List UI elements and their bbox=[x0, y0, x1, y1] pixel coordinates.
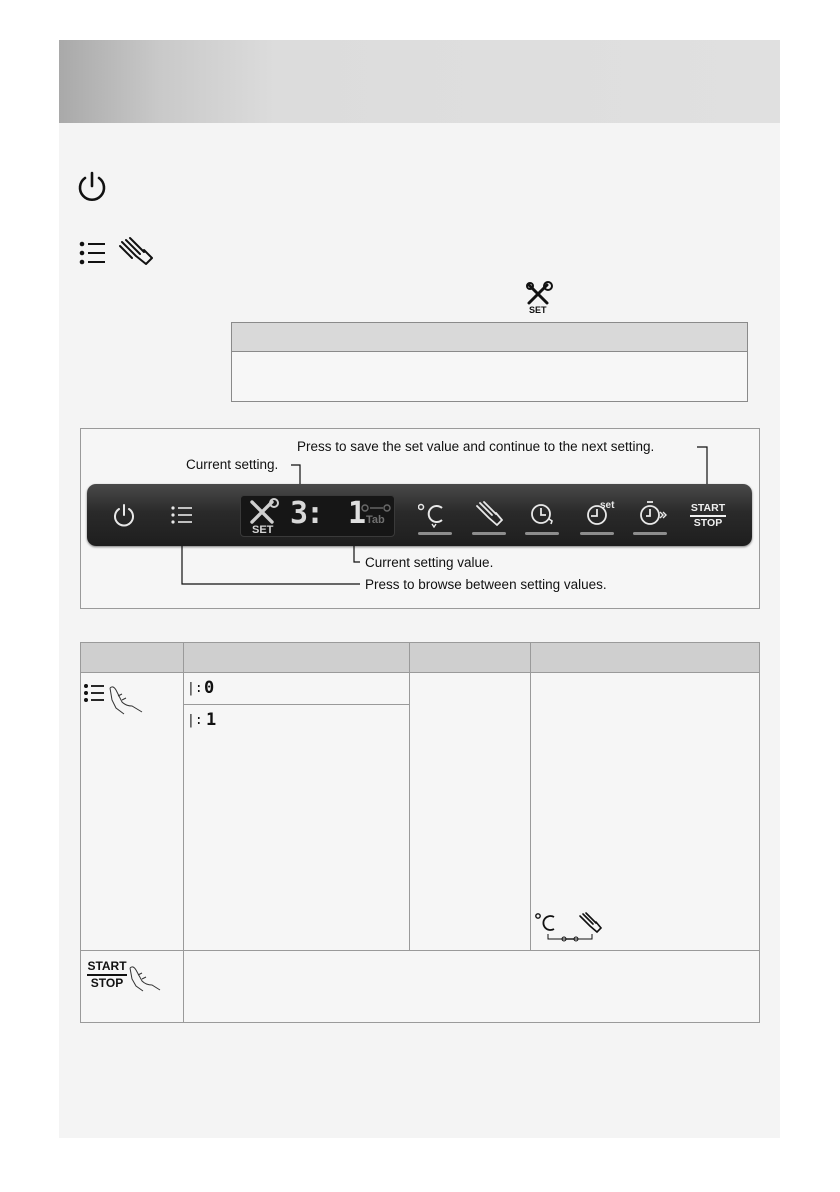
callout-save-setting: Press to save the set value and continue to the next setting. bbox=[297, 439, 655, 454]
display-value-digit: 1 bbox=[348, 496, 367, 531]
panel-delay-button[interactable] bbox=[529, 501, 555, 527]
callout-current-value: Current setting value. bbox=[365, 555, 494, 570]
option-b-value: 1 bbox=[206, 710, 217, 730]
table-program-press-icon bbox=[82, 682, 146, 716]
display-key-icon bbox=[361, 503, 391, 513]
panel-power-button[interactable] bbox=[112, 503, 136, 529]
hand-indicator bbox=[472, 532, 506, 535]
panel-celsius-button[interactable] bbox=[418, 502, 448, 528]
option-a-marker: |: bbox=[187, 681, 203, 696]
display-tab-label: Tab bbox=[366, 514, 385, 526]
timer-indicator bbox=[633, 532, 667, 535]
callout-current-setting: Current setting. bbox=[186, 457, 279, 472]
table-col-divider-2 bbox=[409, 642, 410, 950]
panel-program-button[interactable] bbox=[171, 505, 195, 527]
table-start-stop-icon bbox=[87, 960, 127, 990]
settings-table-header bbox=[80, 642, 760, 673]
option-a-value: 0 bbox=[204, 678, 215, 698]
table-hand-press-icon bbox=[128, 964, 162, 992]
panel-hand-button[interactable] bbox=[474, 500, 504, 528]
panel-stop-label: STOP bbox=[693, 516, 723, 529]
key-combo-icon bbox=[534, 910, 614, 944]
panel-start-label: START bbox=[690, 502, 726, 514]
table-col-divider-1 bbox=[183, 642, 184, 1023]
table-row1-split bbox=[183, 704, 410, 705]
settings-table bbox=[80, 642, 760, 1023]
panel-timer-button[interactable] bbox=[638, 499, 668, 527]
display-set-label: SET bbox=[252, 524, 274, 536]
panel-start-stop-button[interactable] bbox=[690, 503, 726, 529]
display-setting-digit: 3: bbox=[290, 496, 323, 531]
celsius-indicator bbox=[418, 532, 452, 535]
table-start-label: START bbox=[87, 959, 127, 973]
table-col-divider-3 bbox=[530, 642, 531, 950]
callout-browse-values: Press to browse between setting values. bbox=[365, 577, 607, 592]
table-stop-label: STOP bbox=[90, 975, 124, 990]
delay-indicator bbox=[525, 532, 559, 535]
table-row-divider bbox=[80, 950, 760, 951]
timer-set-label: set bbox=[600, 500, 615, 511]
timer-set-indicator bbox=[580, 532, 614, 535]
option-b-marker: |: bbox=[187, 713, 203, 728]
set-label: SET bbox=[529, 305, 547, 315]
